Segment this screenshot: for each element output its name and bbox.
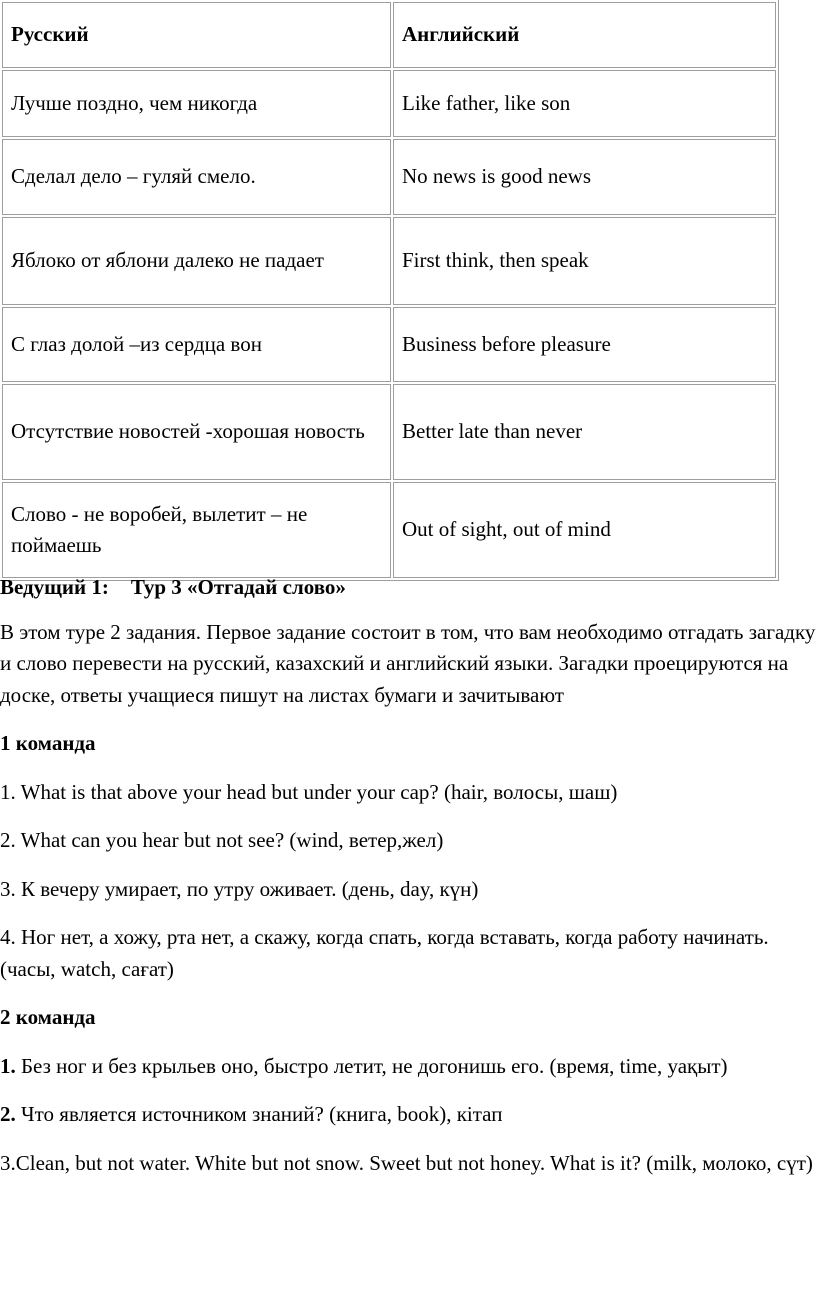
riddle-text: Без ног и без крыльев оно, быстро летит, не догонишь его. (время, time, уақыт) (15, 1053, 728, 1078)
round-title: Тур 3 «Отгадай слово» (130, 575, 346, 599)
team1-title: 1 команда (0, 731, 96, 755)
riddle-number: 2. (0, 1102, 16, 1126)
riddle-item: 3. К вечеру умирает, по утру оживает. (день, day, күн) (0, 876, 479, 901)
cell-russian: Лучше поздно, чем никогда (2, 70, 391, 137)
riddle-item (0, 1099, 816, 1131)
table-row (2, 482, 776, 578)
riddle-item (0, 1051, 816, 1083)
riddle-item: 2. What can you hear but not see? (wind, ветер,жел) (0, 828, 444, 852)
round-section (0, 572, 816, 1179)
cell-russian: Отсутствие новостей -хорошая новость (2, 384, 391, 480)
proverbs-table (0, 0, 778, 580)
table-row (2, 70, 776, 137)
table-row (2, 217, 776, 305)
round-intro: В этом туре 2 задания. Первое задание состоит в том, что вам необходимо отгадать загадку и слово перевести на русский, казахский и английский языки. Загадки проецируются на доске, ответы учащиеся пишут на листах бумаги и зачитывают (0, 619, 816, 707)
riddle-text: 3.Clean, but not water. White but not snow. Sweet but not honey. What is it? (milk, молоко, сүт) (0, 1150, 813, 1175)
table-row (2, 139, 776, 215)
riddle-item: 1. What is that above your head but under your cap? (hair, волосы, шаш) (0, 779, 618, 804)
cell-russian: Сделал дело – гуляй смело. (2, 139, 391, 215)
table-header-row (2, 2, 776, 68)
table-row (2, 307, 776, 382)
team2-title: 2 команда (0, 1005, 96, 1029)
riddle-text: Что является источником знаний? (книга, book), кітап (15, 1102, 503, 1126)
cell-english: No news is good news (393, 139, 776, 215)
host-label: Ведущий 1: (0, 575, 109, 599)
riddle-item (0, 1148, 816, 1180)
cell-russian: Слово - не воробей, вылетит – не поймаешь (2, 482, 391, 578)
riddle-number: 1. (0, 1053, 16, 1078)
cell-english: Better late than never (393, 384, 776, 480)
header-english: Английский (393, 2, 776, 68)
cell-english: Out of sight, out of mind (393, 482, 776, 578)
header-russian: Русский (2, 2, 391, 68)
cell-russian: Яблоко от яблони далеко не падает (2, 217, 391, 305)
table-row (2, 384, 776, 480)
proverbs-table-container (0, 0, 779, 581)
riddle-item: 4. Ног нет, а хожу, рта нет, а скажу, когда спать, когда вставать, когда работу начинать. (часы, watch, сағат) (0, 925, 769, 981)
cell-english: First think, then speak (393, 217, 776, 305)
cell-english: Business before pleasure (393, 307, 776, 382)
cell-english: Like father, like son (393, 70, 776, 137)
cell-russian: С глаз долой –из сердца вон (2, 307, 391, 382)
round-heading (0, 572, 816, 604)
